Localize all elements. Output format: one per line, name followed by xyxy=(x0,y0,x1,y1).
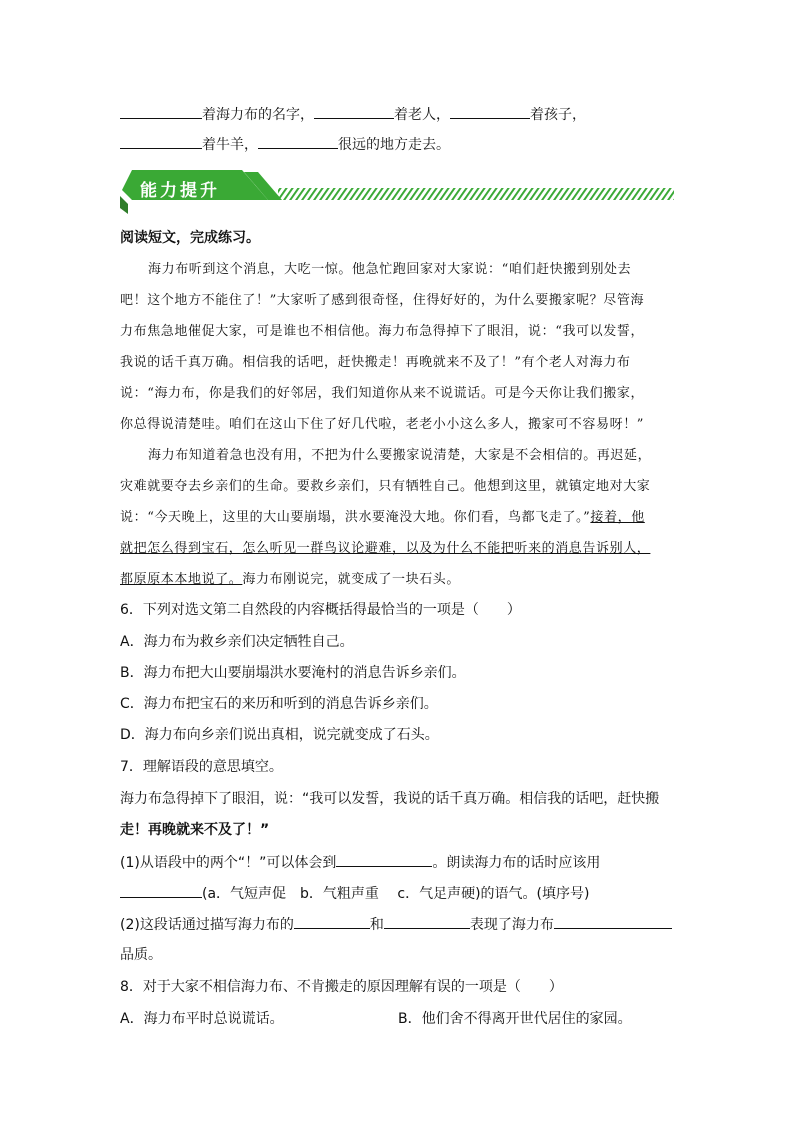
question-7-sub2-end: 品质。 xyxy=(120,947,162,963)
question-7-sub1 xyxy=(120,852,600,873)
fill-text: 着牛羊， xyxy=(202,137,258,153)
answer-blank[interactable] xyxy=(258,134,338,149)
question-6-option-b[interactable]: B．海力布把大山要崩塌洪水要淹村的消息告诉乡亲们。 xyxy=(120,665,466,681)
answer-blank[interactable] xyxy=(120,883,202,898)
answer-blank[interactable] xyxy=(120,104,202,119)
answer-blank[interactable] xyxy=(384,914,470,929)
question-8-stem: 8．对于大家不相信海力布、不肯搬走的原因理解有误的一项是（ ） xyxy=(120,979,563,995)
question-6-option-c[interactable]: C．海力布把宝石的来历和听到的消息告诉乡亲们。 xyxy=(120,696,438,712)
passage-line: 吧！这个地方不能住了！”大家听了感到很奇怪，住得好好的，为什么要搬家呢？尽管海 xyxy=(120,293,645,308)
question-6-stem: 6．下列对选文第二自然段的内容概括得最恰当的一项是（ ） xyxy=(120,602,521,618)
section-banner xyxy=(118,170,678,214)
question-text: 。朗读海力布的话时应该用 xyxy=(432,855,601,871)
section-title: 能力提升 xyxy=(140,181,220,201)
question-text: (a．气短声促 b．气粗声重 c．气足声硬)的语气。(填序号) xyxy=(202,886,590,902)
fill-in-line-2 xyxy=(120,134,450,155)
passage-text: 海力布刚说完，就变成了一块石头。 xyxy=(242,572,461,587)
underlined-text: 接着，他 xyxy=(590,510,645,525)
passage-line: 我说的话千真万确。相信我的话吧，赶快搬走！再晚就来不及了！”有个老人对海力布 xyxy=(120,355,631,370)
question-7-quote: 走！再晚就来不及了！” xyxy=(120,822,270,838)
fill-in-line-1 xyxy=(120,104,586,125)
fill-text: 着海力布的名字， xyxy=(202,107,314,123)
answer-blank[interactable] xyxy=(554,914,672,929)
underlined-text: 就把怎么得到宝石，怎么听见一群鸟议论避难，以及为什么不能把听来的消息告诉别人， xyxy=(120,541,651,556)
question-text: (2)这段话通过描写海力布的 xyxy=(120,917,294,933)
passage-line: 说：“海力布，你是我们的好邻居，我们知道你从来不说谎话。可是今天你让我们搬家， xyxy=(120,386,645,401)
answer-blank[interactable] xyxy=(294,914,370,929)
fill-text: 着老人， xyxy=(394,107,450,123)
reading-instruction: 阅读短文，完成练习。 xyxy=(120,230,260,246)
question-7-stem: 7．理解语段的意思填空。 xyxy=(120,759,283,775)
question-7-quote: 海力布急得掉下了眼泪，说：“我可以发誓，我说的话千真万确。相信我的话吧，赶快搬 xyxy=(120,791,660,807)
answer-blank[interactable] xyxy=(336,852,432,867)
passage-line: 海力布知道着急也没有用，不把为什么要搬家说清楚，大家是不会相信的。再迟延， xyxy=(148,448,652,463)
fill-text: 着孩子， xyxy=(530,107,586,123)
question-6-option-a[interactable]: A．海力布为救乡亲们决定牺牲自己。 xyxy=(120,634,354,650)
underlined-text: 都原原本本地说了。 xyxy=(120,572,243,587)
question-7-sub1-options xyxy=(120,883,589,904)
passage-line: 力布焦急地催促大家，可是谁也不相信他。海力布急得掉下了眼泪，说：“我可以发誓， xyxy=(120,324,645,339)
question-8-option-a[interactable]: A．海力布平时总说谎话。 xyxy=(120,1011,284,1027)
fill-text: 很远的地方走去。 xyxy=(338,137,450,153)
question-text: (1)从语段中的两个“！”可以体会到 xyxy=(120,855,337,871)
question-8-option-b[interactable]: B．他们舍不得离开世代居住的家园。 xyxy=(398,1011,632,1027)
passage-text: 说：“今天晚上，这里的大山要崩塌，洪水要淹没大地。你们看，鸟都飞走了。” xyxy=(120,510,591,525)
question-text: 表现了海力布 xyxy=(469,917,554,933)
answer-blank[interactable] xyxy=(120,134,202,149)
question-6-option-d[interactable]: D．海力布向乡亲们说出真相，说完就变成了石头。 xyxy=(120,727,439,743)
question-text: 和 xyxy=(369,917,384,933)
passage-line: 灾难就要夺去乡亲们的生命。要救乡亲们，只有牺牲自己。他想到这里，就镇定地对大家 xyxy=(120,479,651,494)
answer-blank[interactable] xyxy=(314,104,394,119)
question-7-sub2 xyxy=(120,914,672,935)
passage-line xyxy=(120,570,460,590)
passage-line: 你总得说清楚哇。咱们在这山下住了好几代啦，老老小小这么多人，搬家可不容易呀！” xyxy=(120,417,645,432)
passage-line xyxy=(120,508,645,528)
answer-blank[interactable] xyxy=(450,104,530,119)
passage-line: 海力布听到这个消息，大吃一惊。他急忙跑回家对大家说：“咱们赶快搬到别处去 xyxy=(148,262,632,277)
